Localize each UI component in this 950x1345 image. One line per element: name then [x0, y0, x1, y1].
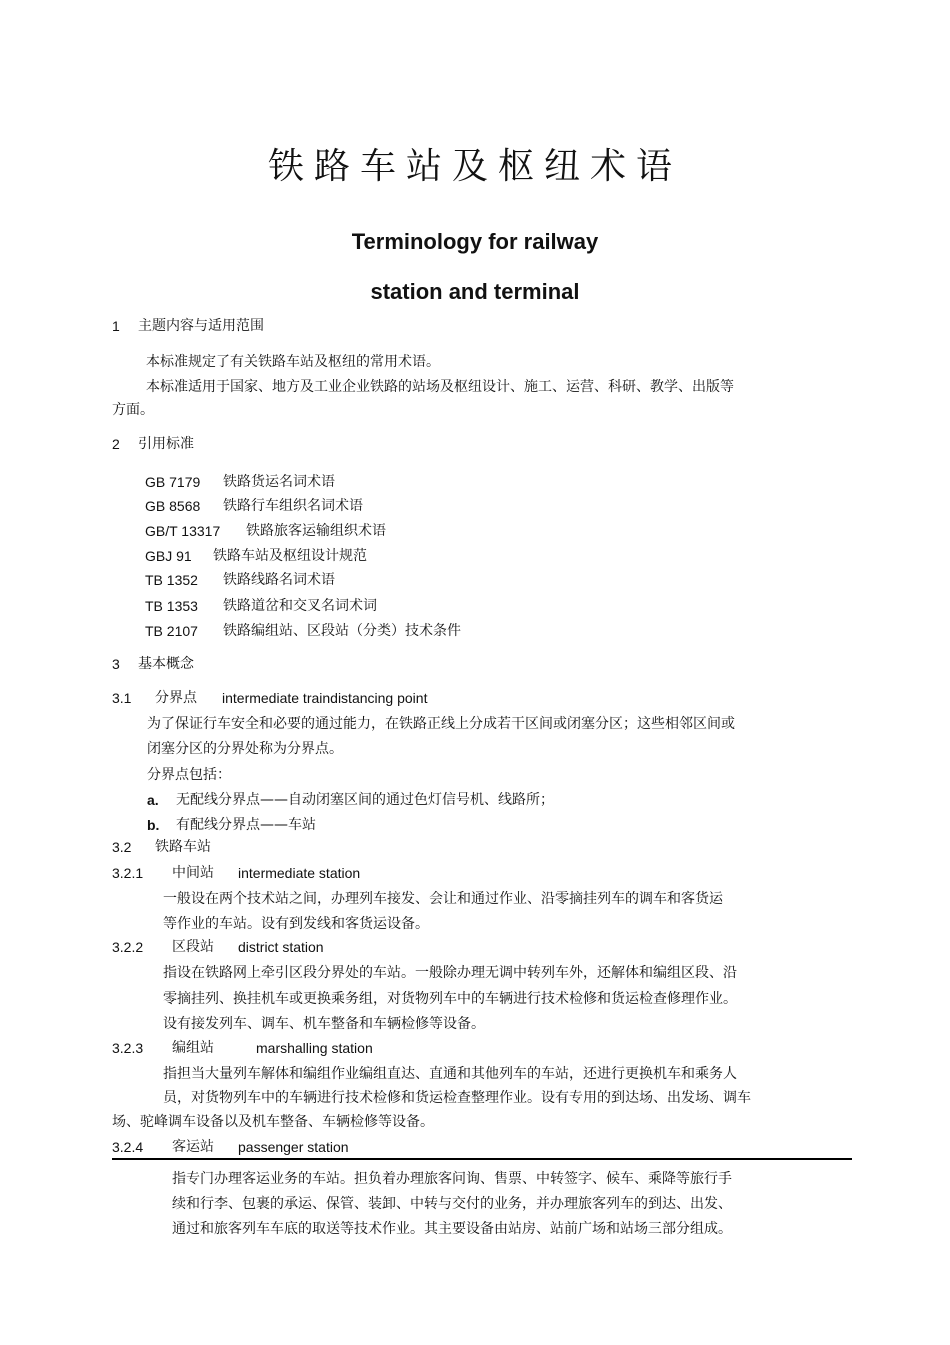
reference-title: 铁路行车组织名词术语	[223, 498, 363, 514]
clause-3-2-2-text-line1: 指设在铁路网上牵引区段分界处的车站。一般除办理无调中转列车外，还解体和编组区段、沿	[163, 965, 737, 981]
section-2-number: 2	[112, 436, 120, 452]
reference-code: GB 8568	[145, 498, 201, 514]
clause-3-2-2-text-line2: 零摘挂列、换挂机车或更换乘务组，对货物列车中的车辆进行技术检修和货运检查修理作业。	[163, 991, 737, 1007]
clause-3-1-english-term: intermediate traindistancing point	[222, 690, 428, 706]
clause-3-2-3-english-term: marshalling station	[256, 1040, 373, 1056]
section-1-paragraph-2-cont: 方面。	[112, 402, 154, 418]
clause-3-1-number: 3.1	[112, 690, 132, 706]
reference-title: 铁路线路名词术语	[223, 572, 335, 588]
reference-title: 铁路货运名词术语	[223, 474, 335, 490]
clause-3-2-3-text-line2: 员，对货物列车中的车辆进行技术检修和货运检查整理作业。设有专用的到达场、出发场、调车	[163, 1090, 751, 1106]
section-2-heading: 引用标准	[138, 436, 194, 452]
list-item-b-label: b.	[147, 817, 160, 833]
reference-code: TB 2107	[145, 623, 198, 639]
clause-3-2-4-text-line1: 指专门办理客运业务的车站。担负着办理旅客问询、售票、中转签字、候车、乘降等旅行手	[172, 1171, 732, 1187]
document-title-chinese: 铁路车站及枢纽术语	[267, 146, 682, 187]
reference-title: 铁路旅客运输组织术语	[246, 523, 386, 539]
clause-3-2-4-text-line3: 通过和旅客列车车底的取送等技术作业。其主要设备由站房、站前广场和站场三部分组成。	[172, 1221, 732, 1237]
clause-3-2-2-number: 3.2.2	[112, 939, 144, 955]
reference-title: 铁路道岔和交叉名词术词	[223, 598, 377, 614]
clause-3-2-4-number: 3.2.4	[112, 1139, 144, 1155]
clause-3-1-text-line1: 为了保证行车安全和必要的通过能力，在铁路正线上分成若干区间或闭塞分区；这些相邻区间或	[147, 716, 735, 732]
reference-title: 铁路车站及枢纽设计规范	[213, 548, 367, 564]
list-item-a-text: 无配线分界点——自动闭塞区间的通过色灯信号机、线路所；	[176, 792, 554, 808]
reference-title: 铁路编组站、区段站（分类）技术条件	[223, 623, 461, 639]
clause-3-2-4-text-line2: 续和行李、包裹的承运、保管、装卸、中转与交付的业务，并办理旅客列车的到达、出发、	[172, 1196, 732, 1212]
clause-3-2-3-text-line3: 场、驼峰调车设备以及机车整备、车辆检修等设备。	[112, 1114, 434, 1130]
reference-code: GB 7179	[145, 474, 201, 490]
clause-3-2-3-text-line1: 指担当大量列车解体和编组作业编组直达、直通和其他列车的车站，还进行更换机车和乘务人	[163, 1066, 737, 1082]
document-title-english-line1: Terminology for railway	[351, 229, 599, 254]
section-1-paragraph-2: 本标准适用于国家、地方及工业企业铁路的站场及枢纽设计、施工、运营、科研、教学、出版等	[146, 379, 734, 395]
clause-3-2-2-term: 区段站	[172, 939, 214, 955]
clause-3-2-4-english-term: passenger station	[238, 1139, 349, 1155]
clause-3-1-term: 分界点	[155, 690, 197, 706]
clause-3-2-3-number: 3.2.3	[112, 1040, 144, 1056]
clause-3-2-1-text-line1: 一般设在两个技术站之间，办理列车接发、会让和通过作业、沿零摘挂列车的调车和客货运	[163, 891, 723, 907]
clause-3-2-term: 铁路车站	[155, 839, 211, 855]
clause-3-2-1-text-line2: 等作业的车站。设有到发线和客货运设备。	[163, 916, 429, 932]
reference-code: TB 1353	[145, 598, 198, 614]
list-item-a-label: a.	[147, 792, 159, 808]
reference-code: TB 1352	[145, 572, 198, 588]
horizontal-rule	[112, 1158, 852, 1160]
section-1-number: 1	[112, 318, 120, 334]
clause-3-2-4-term: 客运站	[172, 1139, 214, 1155]
list-item-b-text: 有配线分界点——车站	[176, 817, 316, 833]
clause-3-2-1-term: 中间站	[172, 865, 214, 881]
clause-3-2-2-english-term: district station	[238, 939, 324, 955]
section-1-heading: 主题内容与适用范围	[138, 318, 264, 334]
clause-3-2-1-number: 3.2.1	[112, 865, 144, 881]
clause-3-2-2-text-line3: 设有接发列车、调车、机车整备和车辆检修等设备。	[163, 1016, 485, 1032]
clause-3-2-3-term: 编组站	[172, 1040, 214, 1056]
section-3-heading: 基本概念	[138, 656, 194, 672]
document-title-english-line2: station and terminal	[370, 279, 580, 304]
section-3-number: 3	[112, 656, 120, 672]
section-1-paragraph-1: 本标准规定了有关铁路车站及枢纽的常用术语。	[146, 354, 440, 370]
clause-3-1-text-line3: 分界点包括：	[147, 767, 231, 783]
reference-code: GB/T 13317	[145, 523, 221, 539]
clause-3-1-text-line2: 闭塞分区的分界处称为分界点。	[147, 741, 343, 757]
clause-3-2-number: 3.2	[112, 839, 132, 855]
clause-3-2-1-english-term: intermediate station	[238, 865, 361, 881]
reference-code: GBJ 91	[145, 548, 192, 564]
